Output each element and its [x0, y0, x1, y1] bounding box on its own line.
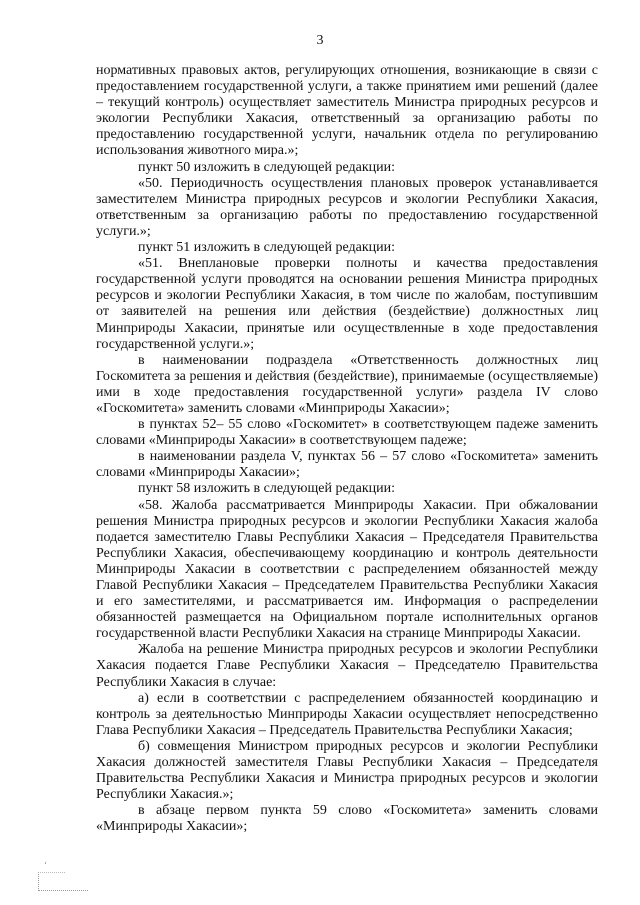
text-line: нормативных правовых актов, регулирующих отношения, возникающие в связи с	[96, 63, 598, 78]
text-line: в абзаце первом пункта 59 слово «Госкомитета» заменить словами	[138, 803, 598, 819]
text-line: «Минприроды Хакасии»;	[96, 819, 248, 835]
text-line: ресурсов и экологии Республики Хакасия, в том числе по жалобам, поступившим	[96, 288, 598, 304]
text-line: предоставлением государственной услуги, а также принятием ими решений (далее	[96, 79, 598, 95]
document-body	[96, 63, 598, 836]
text-line: Хакасия должностей заместителя Главы Республики Хакасия – Председателя	[96, 755, 598, 771]
text-line: контроль за деятельностью Минприроды Хакасии осуществляет непосредственно	[96, 706, 598, 722]
text-line: – текущий контроль) осуществляет заместитель Министра природных ресурсов и	[96, 95, 598, 111]
text-line: заместителем Министра природных ресурсов и экологии Республики Хакасия,	[96, 191, 598, 207]
stamp-tick-icon: ‘	[44, 860, 47, 870]
page-number: 3	[316, 33, 324, 48]
text-line: обязанностей размещается на Официальном портале исполнительных органов	[96, 610, 598, 626]
text-line: «Госкомитета» заменить словами «Минприроды Хакасии»;	[96, 400, 450, 416]
text-line: использования животного мира.»;	[96, 143, 299, 159]
text-line: пункт 51 изложить в следующей редакции:	[138, 240, 395, 256]
text-line: ими в ходе предоставления государственной услуги» раздела IV слово	[96, 384, 598, 400]
text-line: Республики Хакасия.»;	[96, 787, 234, 803]
scan-stamp-mark	[30, 858, 90, 894]
text-line: пункт 58 изложить в следующей редакции:	[138, 481, 395, 497]
text-line: в наименовании подраздела «Ответственность должностных лиц	[138, 352, 598, 368]
text-line: «50. Периодичность осуществления плановых проверок устанавливается	[138, 175, 598, 191]
text-line: Глава Республики Хакасия – Председатель Правительства Республики Хакасия;	[96, 722, 573, 738]
text-line: Республики Хакасия, обеспечивающему координацию и контроль деятельности	[96, 545, 598, 561]
text-line: Минприроды Хакасии, принятые или осуществленные в ходе предоставления	[96, 320, 598, 336]
text-line: Главой Республики Хакасия – Председателем Правительства Республики Хакасия	[96, 578, 598, 593]
text-line: Жалоба на решение Министра природных ресурсов и экологии Республики	[138, 642, 598, 658]
stamp-dotted-line	[38, 888, 88, 891]
text-line: словами «Минприроды Хакасии»;	[96, 465, 300, 481]
text-line: государственной власти Республики Хакасия на странице Минприроды Хакасии.	[96, 626, 581, 642]
text-line: пункт 50 изложить в следующей редакции:	[138, 159, 395, 175]
text-line: словами «Минприроды Хакасии» в соответствующем падеже;	[96, 433, 467, 449]
text-line: в наименовании раздела V, пунктах 56 – 57 слово «Госкомитета» заменить	[138, 449, 598, 465]
text-line: а) если в соответствии с распределением обязанностей координацию и	[138, 690, 598, 706]
text-line: предоставлению государственной услуги, начальник отдела по регулированию	[96, 127, 598, 143]
text-line: Госкомитета за решения и действия (бездействие), принимаемые (осуществляемые)	[96, 368, 598, 384]
text-line: «51. Внеплановые проверки полноты и качества предоставления	[138, 256, 598, 272]
text-line: Минприроды Хакасии в соответствии с распределением обязанностей между	[96, 561, 598, 577]
text-line: Республики Хакасия в случае:	[96, 674, 277, 690]
text-line: услуги.»;	[96, 223, 151, 239]
text-line: государственной услуги проводятся на основании решения Министра природных	[96, 272, 598, 288]
text-line: государственной услуги.»;	[96, 336, 255, 352]
text-line: и его заместителями, и рассматривается им. Информация о распределении	[96, 594, 598, 610]
text-line: от заявителей на решения или действия (бездействие) должностных лиц	[96, 304, 598, 320]
text-line: Правительства Республики Хакасия и Министра природных ресурсов и экологии	[96, 771, 598, 787]
text-line: подается заместителю Главы Республики Хакасия – Председателя Правительства	[96, 529, 598, 545]
text-line: ответственным за организацию работы по предоставлению государственной	[96, 207, 598, 223]
text-line: экологии Республики Хакасия, ответственный за организацию работы по	[96, 111, 598, 127]
text-line: решения Министра природных ресурсов и экологии Республики Хакасия жалоба	[96, 513, 598, 529]
text-line: в пунктах 52– 55 слово «Госкомитет» в соответствующем падеже заменить	[138, 417, 598, 433]
text-line: «58. Жалоба рассматривается Минприроды Хакасии. При обжаловании	[138, 497, 598, 513]
text-line: б) совмещения Министром природных ресурсов и экологии Республики	[138, 738, 598, 754]
text-line: Хакасия подается Главе Республики Хакасия – Председателю Правительства	[96, 658, 598, 674]
